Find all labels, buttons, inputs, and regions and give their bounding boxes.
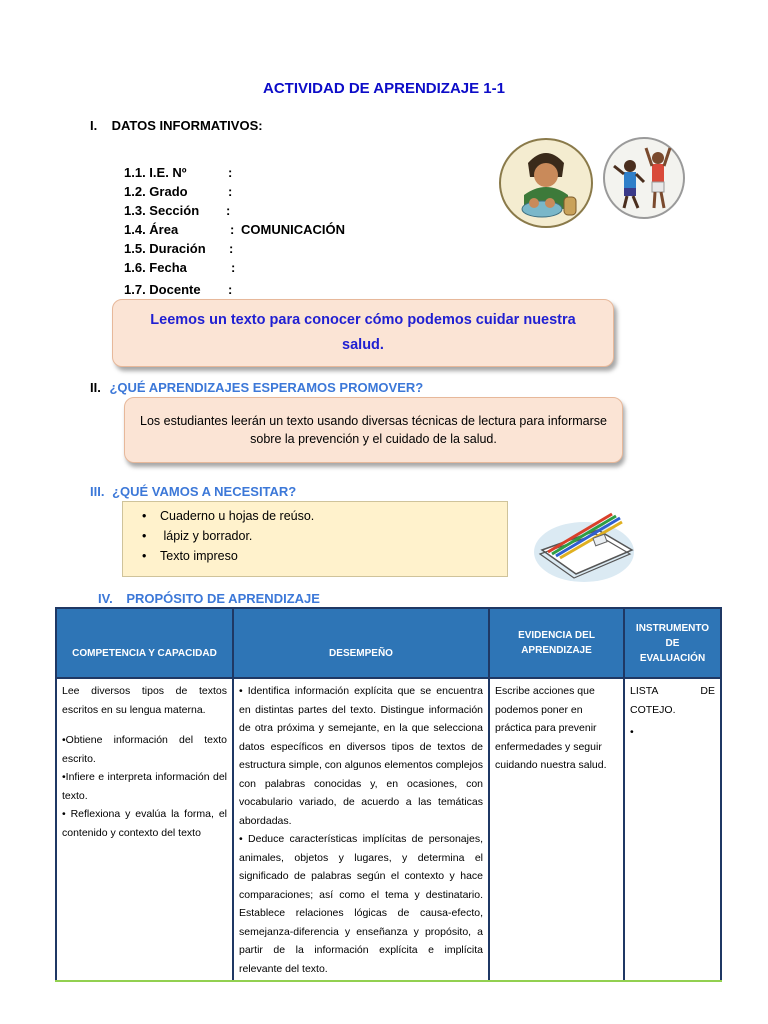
lesson-title-box [112,299,614,367]
info-colon: : [231,260,236,275]
list-item-text: lápiz y borrador. [160,529,253,543]
instrumento-text: LISTA DE COTEJO. [630,685,715,716]
section-heading-text: ¿QUÉ VAMOS A NECESITAR? [112,484,297,499]
info-row-duracion [124,241,454,260]
column-header: COMPETENCIA Y CAPACIDAD [56,608,233,678]
column-header: DESEMPEÑO [233,608,489,678]
capacidad-text: •Obtiene información del texto escrito. [62,734,227,765]
children-exercising-illustration [602,136,686,220]
column-header: EVIDENCIA DEL APRENDIZAJE [489,608,624,678]
section-numeral: IV. [98,591,113,606]
datos-informativos-list [124,0,454,300]
info-row-ie [124,165,454,184]
info-colon: : [228,282,233,297]
info-colon: : [228,165,233,180]
info-row-grado [124,184,454,203]
info-label: 1.1. I.E. Nº [124,165,187,180]
section-numeral: I. [90,118,98,133]
info-colon: : [230,222,235,237]
section-aprendizajes-heading [90,380,423,395]
child-washing-hands-illustration [498,137,594,229]
bullet: • [142,549,147,563]
section-necesitar-heading [90,484,296,499]
page-title: ACTIVIDAD DE APRENDIZAJE 1-1 [263,80,505,97]
info-label: 1.2. Grado [124,184,188,199]
list-item-text: Texto impreso [160,549,238,563]
bullet: • [142,509,147,523]
proposito-table [55,607,722,982]
info-colon: : [229,241,234,256]
materials-box [122,501,508,577]
table-header-row [56,608,721,678]
info-colon: : [228,184,233,199]
column-header: INSTRUMENTO DE EVALUACIÓN [624,608,721,678]
pencils-and-paper-illustration [528,506,636,584]
info-label: 1.7. Docente [124,282,201,297]
capacidad-text: •Infiere e interpreta información del texto. [62,771,227,802]
bullet: • [142,529,147,543]
aprendizajes-box [124,397,623,463]
section-heading-text: DATOS INFORMATIVOS: [111,118,263,133]
desempeno-text: • Deduce características implícitas de personajes, animales, objetos y lugares, y determina el significado de palabras según el contexto y hace comparaciones; así como el tema y destinatario. Establece relaciones lógicas de causa-efecto, semejanza-diferencia y enseñanza y propósito, a partir de la información explícita e implícita relevante del texto. [239,833,483,975]
info-label: 1.6. Fecha [124,260,187,275]
section-numeral: II. [90,380,101,395]
info-label: 1.3. Sección [124,203,200,218]
info-colon: : [226,203,231,218]
instrumento-bullet: • [630,726,634,738]
area-value: COMUNICACIÓN [241,222,345,237]
desempeno-cell [233,678,489,981]
info-row-seccion [124,203,454,222]
section-proposito-heading [98,591,320,606]
evidencia-text: Escribe acciones que podemos poner en práctica para prevenir enfermedades y seguir cuidando nuestra salud. [495,685,607,771]
table-row [56,678,721,981]
aprendizajes-text: Los estudiantes leerán un texto usando diversas técnicas de lectura para informarse sobre la prevención y el cuidado de la salud. [140,414,607,446]
section-heading-text: PROPÓSITO DE APRENDIZAJE [126,591,320,606]
competencia-text: Lee diversos tipos de textos escritos en su lengua materna. [62,685,227,716]
info-label: 1.5. Duración [124,241,206,256]
capacidad-text: • Reflexiona y evalúa la forma, el contenido y contexto del texto [62,808,227,839]
instrumento-cell [624,678,721,981]
info-label: 1.4. Área [124,222,179,237]
competencia-cell [56,678,233,981]
section-heading-text: ¿QUÉ APRENDIZAJES ESPERAMOS PROMOVER? [109,380,424,395]
info-row-fecha [124,260,454,279]
lesson-title-text: Leemos un texto para conocer cómo podemos cuidar nuestra salud. [150,312,576,353]
list-item [142,509,314,523]
list-item-text: Cuaderno u hojas de reúso. [160,509,315,523]
info-row-area [124,222,454,241]
desempeno-text: • Identifica información explícita que se encuentra en distintas partes del texto. Distingue información de otra próxima y semejante, en la que selecciona datos específicos en diversos tipos de textos de estructura simple, con algunos elementos complejos con palabras conocidas y, en ocasiones, con vocabulario variado, de acuerdo a las temáticas abordadas. [239,685,483,827]
evidencia-cell [489,678,624,981]
section-numeral: III. [90,484,105,499]
list-item [142,529,252,543]
list-item [142,549,238,563]
